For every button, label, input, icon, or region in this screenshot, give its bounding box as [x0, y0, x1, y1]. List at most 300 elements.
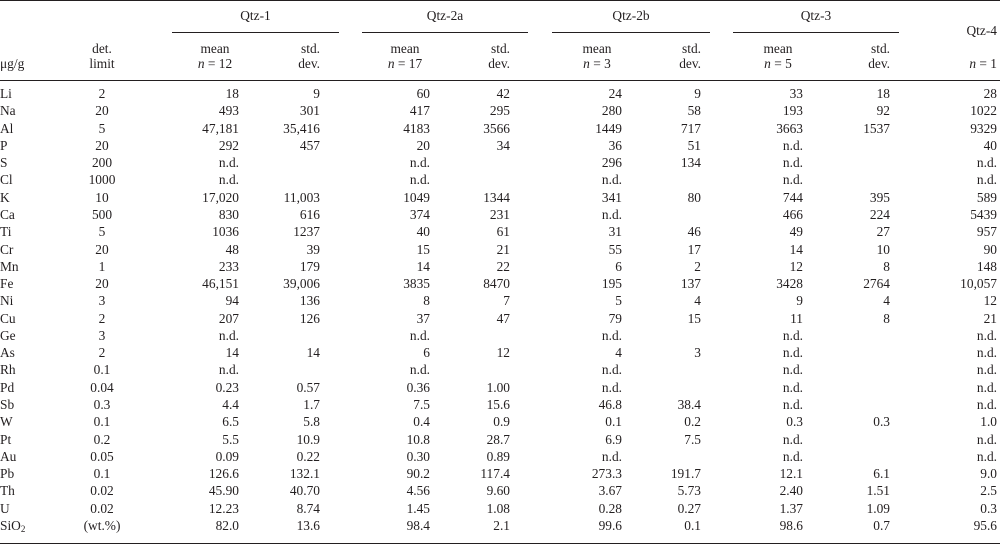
- row-det-limit: 1: [98, 258, 106, 274]
- group-header-qtz4: Qtz-4: [966, 23, 997, 38]
- cell-value: 273.3: [591, 466, 622, 482]
- row-element-label: Cu: [0, 310, 16, 326]
- cell-value: 27: [876, 224, 890, 240]
- row-element-label: Ca: [0, 206, 15, 222]
- cell-value: 80: [687, 189, 701, 205]
- row-det-limit: 0.04: [90, 379, 114, 395]
- cell-value: 0.3: [786, 414, 803, 430]
- cell-value: n.d.: [976, 172, 997, 188]
- cell-value: 1.09: [866, 500, 890, 516]
- row-det-limit: 5: [98, 224, 106, 240]
- cell-value: n.d.: [976, 362, 997, 378]
- n-value: = 12: [204, 56, 233, 71]
- row-element-label: Rh: [0, 362, 16, 378]
- cell-value: 7: [503, 293, 510, 309]
- cell-value: n.d.: [601, 172, 622, 188]
- cell-value: 4: [615, 345, 622, 361]
- cell-value: n.d.: [976, 448, 997, 464]
- cell-value: 296: [601, 155, 622, 171]
- cell-value: 0.9: [493, 414, 510, 430]
- cell-value: 4: [883, 293, 890, 309]
- cell-value: 34: [496, 137, 510, 153]
- cell-value: 98.4: [406, 518, 430, 533]
- cell-value: 280: [601, 103, 622, 119]
- cell-value: n.d.: [782, 327, 803, 343]
- row-element-label: Mn: [0, 258, 19, 274]
- det-limit-header-line1: det.: [92, 41, 112, 56]
- n-symbol: n: [969, 56, 977, 71]
- std-header-qtz1-line1: std.: [301, 41, 320, 56]
- cell-value: 0.09: [215, 448, 239, 464]
- row-det-limit: 0.1: [93, 362, 111, 378]
- cell-value: 957: [976, 224, 997, 240]
- mean-header-qtz2a: mean: [390, 41, 420, 56]
- cell-value: 2.5: [980, 483, 997, 499]
- cell-value: n.d.: [782, 448, 803, 464]
- row-element-label: Ni: [0, 293, 14, 309]
- cell-value: 12: [496, 345, 510, 361]
- cell-value: 417: [409, 103, 430, 119]
- std-header-qtz2b-line2: dev.: [679, 56, 701, 71]
- cell-value: 15: [416, 241, 430, 257]
- cell-value: 8470: [483, 276, 510, 292]
- row-element-label: S: [0, 155, 8, 171]
- row-det-limit: 20: [95, 137, 109, 153]
- cell-value: 13.6: [296, 518, 320, 533]
- cell-value: 3428: [776, 276, 803, 292]
- cell-value: 82.0: [215, 518, 239, 533]
- cell-value: 28.7: [486, 431, 510, 447]
- cell-value: 18: [876, 86, 890, 101]
- cell-value: 0.3: [980, 500, 997, 516]
- group-rule-qtz1: [172, 32, 339, 33]
- row-det-limit: (wt.%): [83, 518, 121, 533]
- cell-value: 17,020: [202, 189, 239, 205]
- row-element-label: Sb: [0, 397, 15, 413]
- cell-value: 2.1: [493, 518, 510, 533]
- cell-value: 40: [983, 137, 997, 153]
- cell-value: 40: [416, 224, 430, 240]
- cell-value: 6.1: [873, 466, 890, 482]
- cell-value: 717: [680, 120, 701, 136]
- std-header-qtz1-line2: dev.: [298, 56, 320, 71]
- cell-value: 301: [299, 103, 320, 119]
- cell-value: 207: [218, 310, 239, 326]
- cell-value: 14: [789, 241, 803, 257]
- cell-value: 9: [796, 293, 803, 309]
- cell-value: 179: [299, 258, 320, 274]
- cell-value: 36: [608, 137, 622, 153]
- cell-value: 0.4: [413, 414, 430, 430]
- cell-value: 9329: [970, 120, 997, 136]
- n-header-qtz2a: [360, 56, 450, 71]
- cell-value: n.d.: [976, 431, 997, 447]
- cell-value: n.d.: [218, 155, 239, 171]
- row-det-limit: 2: [98, 86, 106, 101]
- cell-value: 46,151: [202, 276, 239, 292]
- row-det-limit: 1000: [88, 172, 116, 188]
- cell-value: 58: [687, 103, 701, 119]
- cell-value: 0.89: [486, 448, 510, 464]
- mean-header-qtz3: mean: [763, 41, 793, 56]
- cell-value: 5.5: [222, 431, 239, 447]
- cell-value: 5.8: [303, 414, 320, 430]
- cell-value: 11: [790, 310, 803, 326]
- row-det-limit: 2: [98, 345, 106, 361]
- cell-value: 15: [687, 310, 701, 326]
- cell-value: 1022: [970, 103, 997, 119]
- row-element-label: Pd: [0, 379, 15, 395]
- cell-value: 48: [225, 241, 239, 257]
- cell-value: 8: [883, 310, 890, 326]
- row-element-label: Li: [0, 86, 12, 101]
- cell-value: 51: [687, 137, 701, 153]
- cell-value: 126.6: [208, 466, 239, 482]
- cell-value: 0.36: [406, 379, 430, 395]
- cell-value: n.d.: [976, 155, 997, 171]
- cell-value: 20: [416, 137, 430, 153]
- cell-value: 0.1: [605, 414, 622, 430]
- row-det-limit: 500: [91, 206, 113, 222]
- cell-value: 22: [496, 258, 510, 274]
- cell-value: 589: [976, 189, 997, 205]
- n-value: = 3: [589, 56, 611, 71]
- cell-value: 14: [225, 345, 239, 361]
- cell-value: 2764: [863, 276, 890, 292]
- unit-label: μg/g: [0, 56, 25, 71]
- row-det-limit: 0.02: [90, 500, 114, 516]
- cell-value: 3: [694, 345, 701, 361]
- cell-value: 1036: [212, 224, 239, 240]
- cell-value: 60: [416, 86, 430, 101]
- cell-value: 55: [608, 241, 622, 257]
- cell-value: 42: [496, 86, 510, 101]
- group-header-qtz2a: Qtz-2a: [426, 8, 464, 23]
- row-element-label: K: [0, 189, 10, 205]
- cell-value: 10: [876, 241, 890, 257]
- row-det-limit: 2: [98, 310, 106, 326]
- cell-value: 191.7: [670, 466, 701, 482]
- cell-value: 79: [608, 310, 622, 326]
- row-element-label: U: [0, 500, 10, 516]
- cell-value: 0.2: [684, 414, 701, 430]
- row-det-limit: 0.2: [93, 431, 111, 447]
- cell-value: n.d.: [409, 327, 430, 343]
- cell-value: 195: [601, 276, 622, 292]
- cell-value: 33: [789, 86, 803, 101]
- cell-value: 94: [225, 293, 239, 309]
- cell-value: 31: [608, 224, 622, 240]
- cell-value: 47,181: [202, 120, 239, 136]
- cell-value: 224: [869, 206, 890, 222]
- cell-value: 7.5: [684, 431, 701, 447]
- n-value: = 5: [770, 56, 792, 71]
- cell-value: 1.00: [486, 379, 510, 395]
- cell-value: 45.90: [208, 483, 239, 499]
- cell-value: 126: [299, 310, 320, 326]
- cell-value: 90.2: [406, 466, 430, 482]
- cell-value: 0.57: [296, 379, 320, 395]
- group-rule-qtz2b: [552, 32, 710, 33]
- cell-value: 3.67: [598, 483, 622, 499]
- cell-value: 8.74: [296, 500, 320, 516]
- row-element-label: Th: [0, 483, 15, 499]
- cell-value: 3663: [776, 120, 803, 136]
- cell-value: 1.37: [779, 500, 803, 516]
- cell-value: 0.27: [677, 500, 701, 516]
- n-header-qtz2b: [552, 56, 642, 71]
- row-det-limit: 5: [98, 120, 106, 136]
- cell-value: 37: [416, 310, 430, 326]
- row-det-limit: 10: [95, 189, 109, 205]
- cell-value: 374: [409, 206, 430, 222]
- cell-value: 744: [782, 189, 803, 205]
- cell-value: 7.5: [413, 397, 430, 413]
- cell-value: n.d.: [976, 327, 997, 343]
- cell-value: 233: [218, 258, 239, 274]
- cell-value: 12.1: [779, 466, 803, 482]
- cell-value: n.d.: [782, 345, 803, 361]
- cell-value: 90: [983, 241, 997, 257]
- cell-value: 98.6: [779, 518, 803, 533]
- cell-value: 1.0: [980, 414, 997, 430]
- cell-value: 40.70: [289, 483, 320, 499]
- cell-value: n.d.: [601, 379, 622, 395]
- cell-value: 457: [299, 137, 320, 153]
- cell-value: n.d.: [218, 327, 239, 343]
- cell-value: 21: [496, 241, 510, 257]
- mean-header-qtz1: mean: [200, 41, 230, 56]
- row-element-label: Cl: [0, 172, 13, 188]
- n-header-qtz3: [733, 56, 823, 71]
- cell-value: 35,416: [283, 120, 320, 136]
- group-header-qtz3: Qtz-3: [800, 8, 832, 23]
- row-element-label: Ge: [0, 327, 16, 343]
- cell-value: 24: [608, 86, 622, 101]
- cell-value: 6: [615, 258, 622, 274]
- std-header-qtz3-line2: dev.: [868, 56, 890, 71]
- cell-value: 0.28: [598, 500, 622, 516]
- cell-value: 193: [782, 103, 803, 119]
- cell-value: n.d.: [218, 362, 239, 378]
- cell-value: 49: [789, 224, 803, 240]
- cell-value: 14: [306, 345, 320, 361]
- cell-value: 341: [601, 189, 622, 205]
- std-header-qtz2a-line1: std.: [491, 41, 510, 56]
- std-header-qtz2b-line1: std.: [682, 41, 701, 56]
- cell-value: 8: [423, 293, 430, 309]
- cell-value: 28: [983, 86, 997, 101]
- cell-value: 21: [983, 310, 997, 326]
- cell-value: 18: [225, 86, 239, 101]
- cell-value: 0.22: [296, 448, 320, 464]
- cell-value: 5: [615, 293, 622, 309]
- cell-value: 137: [680, 276, 701, 292]
- row-det-limit: 0.3: [93, 397, 111, 413]
- cell-value: 9: [313, 86, 320, 101]
- row-element-label: P: [0, 137, 8, 153]
- row-det-limit: 20: [95, 276, 109, 292]
- row-element-label: Ti: [0, 224, 12, 240]
- cell-value: 1049: [403, 189, 430, 205]
- cell-value: 61: [496, 224, 510, 240]
- row-det-limit: 20: [95, 241, 109, 257]
- n-symbol: n: [583, 56, 590, 71]
- cell-value: n.d.: [782, 137, 803, 153]
- row-element-label: Au: [0, 448, 17, 464]
- row-element-label: W: [0, 414, 13, 430]
- cell-value: 10.8: [406, 431, 430, 447]
- cell-value: 9.0: [980, 466, 997, 482]
- cell-value: 2.40: [779, 483, 803, 499]
- cell-value: 616: [299, 206, 320, 222]
- row-det-limit: 20: [95, 103, 109, 119]
- row-element-label: Pb: [0, 466, 15, 482]
- cell-value: 11,003: [283, 189, 320, 205]
- cell-value: 3566: [483, 120, 510, 136]
- row-element-label: Fe: [0, 276, 14, 292]
- cell-value: 5439: [970, 206, 997, 222]
- group-rule-qtz3: [733, 32, 899, 33]
- cell-value: n.d.: [782, 155, 803, 171]
- cell-value: 1.51: [866, 483, 890, 499]
- cell-value: 395: [869, 189, 890, 205]
- cell-value: 9.60: [486, 483, 510, 499]
- n-value: = 1: [976, 56, 997, 71]
- n-header-qtz4: [920, 56, 997, 71]
- cell-value: 1.08: [486, 500, 510, 516]
- cell-value: 4.4: [222, 397, 239, 413]
- cell-value: n.d.: [782, 172, 803, 188]
- cell-value: 1.45: [406, 500, 430, 516]
- cell-value: 46.8: [598, 397, 622, 413]
- n-symbol: n: [764, 56, 771, 71]
- cell-value: 12.23: [208, 500, 239, 516]
- cell-value: 0.23: [215, 379, 239, 395]
- cell-value: 8: [883, 258, 890, 274]
- cell-value: 1.7: [303, 397, 320, 413]
- cell-value: 95.6: [973, 518, 997, 533]
- cell-value: n.d.: [601, 327, 622, 343]
- row-det-limit: 0.1: [93, 414, 111, 430]
- cell-value: 17: [687, 241, 701, 257]
- cell-value: 10,057: [960, 276, 997, 292]
- n-value: = 17: [394, 56, 423, 71]
- cell-value: 4: [694, 293, 701, 309]
- mean-header-qtz2b: mean: [582, 41, 612, 56]
- row-det-limit: 3: [98, 293, 106, 309]
- cell-value: n.d.: [976, 379, 997, 395]
- cell-value: 493: [218, 103, 239, 119]
- cell-value: n.d.: [409, 155, 430, 171]
- det-limit-header-line2: limit: [89, 56, 115, 71]
- row-element-label: Cr: [0, 241, 14, 257]
- row-det-limit: 3: [98, 327, 106, 343]
- cell-value: 14: [416, 258, 430, 274]
- cell-value: 295: [489, 103, 510, 119]
- cell-value: 6.5: [222, 414, 239, 430]
- row-element-label: Pt: [0, 431, 12, 447]
- table-top-rule: [0, 0, 1000, 1]
- cell-value: 6.9: [605, 431, 622, 447]
- cell-value: 99.6: [598, 518, 622, 533]
- cell-value: 830: [218, 206, 239, 222]
- cell-value: n.d.: [782, 397, 803, 413]
- group-header-qtz2b: Qtz-2b: [612, 8, 650, 23]
- cell-value: 0.30: [406, 448, 430, 464]
- cell-value: 117.4: [480, 466, 510, 482]
- cell-value: 38.4: [677, 397, 701, 413]
- cell-value: 1344: [483, 189, 510, 205]
- cell-value: 0.1: [684, 518, 701, 533]
- n-symbol: n: [197, 56, 205, 71]
- row-det-limit: 200: [91, 155, 113, 171]
- cell-value: n.d.: [601, 448, 622, 464]
- cell-value: 39: [306, 241, 320, 257]
- row-element-label: Na: [0, 103, 16, 119]
- cell-value: 466: [782, 206, 803, 222]
- cell-value: n.d.: [409, 172, 430, 188]
- cell-value: 10.9: [296, 431, 320, 447]
- header-bottom-rule: [0, 80, 1000, 81]
- cell-value: 231: [489, 206, 510, 222]
- cell-value: 15.6: [486, 397, 510, 413]
- cell-value: 39,006: [283, 276, 320, 292]
- cell-value: 134: [680, 155, 701, 171]
- group-rule-qtz2a: [362, 32, 528, 33]
- row-element-label: Al: [0, 120, 14, 136]
- row-det-limit: 0.05: [90, 448, 114, 464]
- row-det-limit: 0.1: [93, 466, 111, 482]
- cell-value: n.d.: [976, 397, 997, 413]
- cell-value: 3835: [403, 276, 430, 292]
- cell-value: 1449: [595, 120, 622, 136]
- cell-value: 5.73: [677, 483, 701, 499]
- cell-value: 4183: [403, 120, 430, 136]
- row-element-label: As: [0, 345, 15, 361]
- n-symbol: n: [387, 56, 395, 71]
- cell-value: 4.56: [406, 483, 430, 499]
- cell-value: n.d.: [601, 362, 622, 378]
- cell-value: 132.1: [289, 466, 320, 482]
- cell-value: n.d.: [409, 362, 430, 378]
- cell-value: 46: [687, 224, 701, 240]
- cell-value: 0.3: [873, 414, 890, 430]
- cell-value: n.d.: [782, 379, 803, 395]
- std-header-qtz2a-line2: dev.: [488, 56, 510, 71]
- cell-value: 292: [218, 137, 239, 153]
- row-det-limit: 0.02: [90, 483, 114, 499]
- cell-value: n.d.: [782, 362, 803, 378]
- cell-value: n.d.: [782, 431, 803, 447]
- cell-value: 2: [694, 258, 701, 274]
- n-header-qtz1: [170, 56, 260, 71]
- cell-value: 47: [496, 310, 510, 326]
- cell-value: n.d.: [601, 206, 622, 222]
- cell-value: 9: [694, 86, 701, 101]
- cell-value: 12: [789, 258, 803, 274]
- cell-value: 92: [876, 103, 890, 119]
- std-header-qtz3-line1: std.: [871, 41, 890, 56]
- row-element-label: SiO$_2$: [0, 518, 26, 534]
- cell-value: 12: [983, 293, 997, 309]
- cell-value: 1237: [293, 224, 320, 240]
- group-header-qtz1: Qtz-1: [240, 8, 271, 23]
- cell-value: 0.7: [873, 518, 890, 533]
- cell-value: 148: [976, 258, 997, 274]
- cell-value: 1537: [863, 120, 890, 136]
- cell-value: 6: [423, 345, 430, 361]
